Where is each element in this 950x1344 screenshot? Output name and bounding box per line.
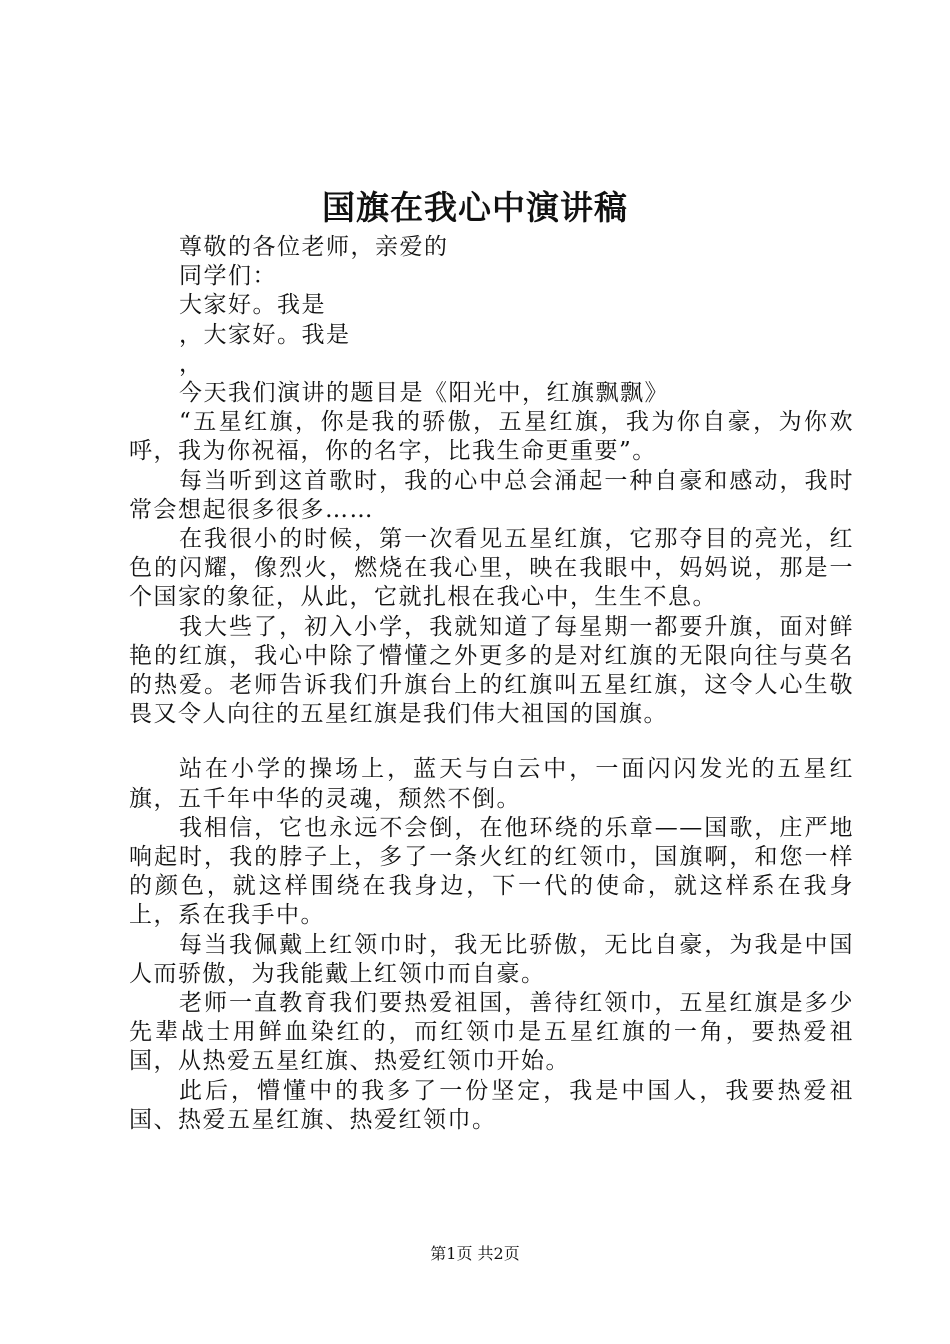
page-footer: 第1页 共2页 [430, 1244, 520, 1263]
paragraph: 每当我佩戴上红领巾时，我无比骄傲，无比自豪，为我是中国人而骄傲，为我能戴上红领巾而自豪。 [129, 931, 854, 987]
greeting-line: 同学们： [179, 263, 277, 290]
paragraph: 站在小学的操场上，蓝天与白云中，一面闪闪发光的五星红旗，五千年中华的灵魂，颓然不倒。 [129, 756, 854, 812]
paragraph: “五星红旗，你是我的骄傲，五星红旗，我为你自豪，为你欢呼，我为你祝福，你的名字，比我生命更重要”。 [129, 409, 854, 465]
paragraph: 在我很小的时候，第一次看见五星红旗，它那夺目的亮光，红色的闪耀，像烈火，燃烧在我心里，映在我眼中，妈妈说，那是一个国家的象征，从此，它就扎根在我心中，生生不息。 [129, 526, 854, 611]
paragraph: 老师一直教育我们要热爱祖国，善待红领巾，五星红旗是多少先辈战士用鲜血染红的，而红领巾是五星红旗的一角，要热爱祖国，从热爱五星红旗、热爱红领巾开始。 [129, 990, 854, 1075]
paragraph: 此后，懵懂中的我多了一份坚定，我是中国人，我要热爱祖国、热爱五星红旗、热爱红领巾。 [129, 1077, 854, 1133]
paragraph: 我相信，它也永远不会倒，在他环绕的乐章——国歌，庄严地响起时，我的脖子上，多了一条火红的红领巾，国旗啊，和您一样的颜色，就这样围绕在我身边，下一代的使命，就这样系在我身上，系在我手中。 [129, 814, 854, 929]
greeting-line: 大家好。我是 [179, 292, 326, 319]
speech-topic-line: 今天我们演讲的题目是《阳光中，红旗飘飘》 [179, 380, 669, 407]
paragraph: 每当听到这首歌时，我的心中总会涌起一种自豪和感动，我时常会想起很多很多…… [129, 467, 854, 523]
greeting-line: ， [179, 350, 204, 377]
greeting-line: ，大家好。我是 [179, 321, 351, 348]
document-body [129, 233, 854, 1135]
document-title: 国旗在我心中演讲稿 [322, 188, 628, 227]
greeting-line: 尊敬的各位老师，亲爱的 [179, 234, 449, 260]
paragraph: 我大些了，初入小学，我就知道了每星期一都要升旗，面对鲜艳的红旗，我心中除了懵懂之外更多的是对红旗的无限向往与莫名的热爱。老师告诉我们升旗台上的红旗叫五星红旗，这令人心生敬畏又令人向往的五星红旗是我们伟大祖国的国旗。 [129, 613, 854, 728]
